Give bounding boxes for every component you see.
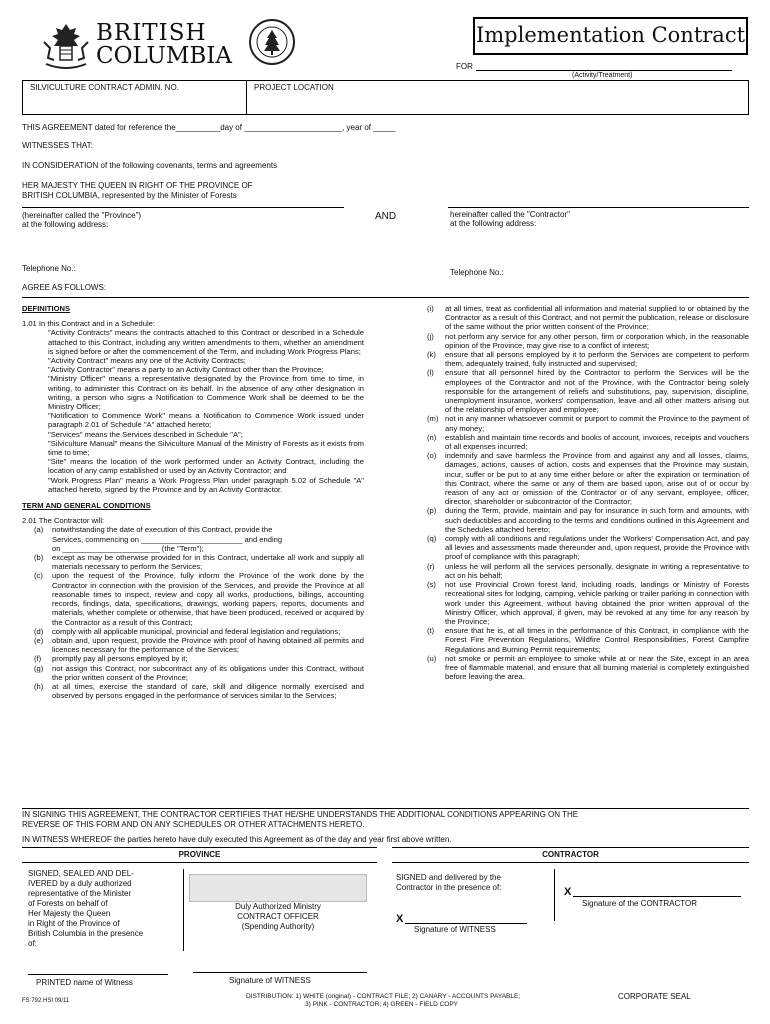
list-item-text: comply with all conditions and regulations under the Workers' Compensation Act, and pay all levies and assessments made thereunder and, upon request, provide the Province with proof of compliance with this paragraph; xyxy=(445,534,749,562)
signed-sealed-line: in Right of the Province of xyxy=(28,919,120,928)
list-item-text: ensure that all personnel hired by the Contractor to perform the Services will be the employees of the Contractor and not of the Province, with the Contractor being solely responsible for the arrangement of reliefs and substitutions, pay, supervision, discipline, unemployment insurance, workers' compensation, leave and all other matters arising out of the relationship of employer and employee; xyxy=(445,368,749,415)
list-item xyxy=(427,332,749,350)
her-majesty-line-1: HER MAJESTY THE QUEEN IN RIGHT OF THE PROVINCE OF xyxy=(22,181,253,190)
signed-delivered-2: Contractor in the presence of: xyxy=(396,883,502,892)
right-column xyxy=(427,304,749,681)
contractor-signature-line[interactable] xyxy=(573,896,741,897)
consideration-text: IN CONSIDERATION of the following covenants, terms and agreements xyxy=(22,161,278,170)
british-columbia-wordmark: BRITISH COLUMBIA xyxy=(96,20,233,69)
list-item-key: (u) xyxy=(427,653,437,663)
witness-signature-label-right: Signature of WITNESS xyxy=(414,925,496,934)
definition-item: "Work Progress Plan" means a Work Progress Plan under paragraph 5.02 of Schedule "A" attached hereto, signed by the Province and by an Activity Contractor. xyxy=(48,475,364,494)
witness-signature-line-right[interactable] xyxy=(405,923,527,924)
contractor-signature-label: Signature of the CONTRACTOR xyxy=(582,899,698,908)
list-item-text: not in any manner whatsoever commit or purport to commit the Province to the payment of any money; xyxy=(445,414,749,433)
form-number: FS 792 HSI 09/11 xyxy=(22,998,70,1004)
list-item-key: (k) xyxy=(427,350,436,360)
signed-sealed-line: British Columbia in the presence xyxy=(28,929,144,938)
signed-sealed-line: of Forests on behalf of xyxy=(28,899,108,908)
list-item-key: (g) xyxy=(34,663,44,673)
list-item-text: not smoke or permit an employee to smoke while at or near the Site, except in an area free of flammable material, and ensure that all burning material is completely extinguished before leaving the area. xyxy=(445,653,749,682)
list-item-text: unless he will perform all the services personally, designate in writing a representative to act on his behalf; xyxy=(445,561,749,580)
telephone-left[interactable]: Telephone No.: xyxy=(22,264,76,273)
list-item-text: upon the request of the Province, fully inform the Province of the work done by the Contractor in connection with the provision of the Services, and provide the Province at all reasonable times to inspect, review and copy all works, productions, billings, accounting records, findings, data, specifications, drawings, working papers, reports, documents and materials, whether complete or otherwise, that have been produced, received or acquired by the Contractor as a result of this Contract; xyxy=(52,571,364,627)
province-header-bar xyxy=(22,847,377,863)
her-majesty-line-2: BRITISH COLUMBIA, represented by the Minister of Forests xyxy=(22,191,237,200)
list-item-key: (t) xyxy=(427,626,435,636)
list-item: (a) notwithstanding the date of execution of this Contract, provide the Services, commencing on ________________________ and ending on _______________________ (the "Term"); xyxy=(34,525,283,553)
list-item-text: at all times, treat as confidential all information and material supplied to or obtained by the Contractor as a result of this Contract, and not permit the publication, release or disclosure of the same without the prior written consent of the Province; xyxy=(445,304,749,332)
list-item-text: comply with all applicable municipal, provincial and federal legislation and regulations; xyxy=(52,626,341,636)
printed-name-label: PRINTED name of Witness xyxy=(36,978,133,987)
document-title: Implementation Contract xyxy=(473,17,748,55)
signed-delivered-1: SIGNED and delivered by the xyxy=(396,873,501,882)
term-heading: TERM AND GENERAL CONDITIONS xyxy=(22,501,151,511)
telephone-right[interactable]: Telephone No.: xyxy=(450,268,504,277)
list-item-key: (l) xyxy=(427,368,434,378)
list-item xyxy=(427,654,749,682)
list-item xyxy=(34,682,364,700)
list-item-key: (r) xyxy=(427,561,435,571)
definition-item: "Notification to Commence Work" means a Notification to Commence Work issued under paragraph 2.01 of Schedule "A" attached hereto; xyxy=(48,411,364,430)
list-item-key: (j) xyxy=(427,331,434,341)
signed-sealed-text xyxy=(28,869,143,949)
term-intro: 2.01 The Contractor will: xyxy=(22,516,105,526)
list-item xyxy=(427,626,749,654)
agreement-date-line[interactable]: THIS AGREEMENT dated for reference the__________day of ______________________, year of _____ xyxy=(22,123,396,132)
list-item xyxy=(34,654,364,663)
list-item-key: (e) xyxy=(34,635,44,645)
list-item xyxy=(427,506,749,534)
witness-signature-label-left: Signature of WITNESS xyxy=(229,976,311,985)
list-item-key: (c) xyxy=(34,571,43,581)
contractor-header-bar xyxy=(392,847,749,863)
definition-item: "Ministry Officer" means a representative designated by the Province from time to time, in writing, to administer this Contract on its behalf. In the absence of any other designation in writing, a person who signs a Notification to Commence Work shall be deemed to be the Ministry Officer; xyxy=(48,374,364,412)
province-address-label: at the following address: xyxy=(22,220,109,229)
list-item-text: ensure that all persons employed by it to perform the Services are competent to perform them, adequately trained, fully instructed and supervised; xyxy=(445,350,749,369)
certify-line-2: REVERSE OF THIS FORM AND ON ANY SCHEDULES OR OTHER ATTACHMENTS HERETO. xyxy=(22,820,365,829)
list-item-key: (q) xyxy=(427,534,437,544)
list-item-text: establish and maintain time records and books of account, invoices, receipts and vouchers of all expenses incurred; xyxy=(445,432,749,452)
agree-text: AGREE AS FOLLOWS: xyxy=(22,283,107,292)
distribution-line-2: 3) PINK - CONTRACTOR; 4) GREEN - FIELD COPY xyxy=(305,1001,459,1008)
list-item-text: not use Provincial Crown forest land, including roads, landings or Ministry of Forests recreational sites for lodging, camping, vehicle parking or trailer parking in connection with work under this Agreement, without having obtained the prior written approval of the Ministry Officer, which approval, if given, may be revoked at any time for any reason by the Province; xyxy=(445,580,749,626)
distribution-line-1: DISTRIBUTION: 1) WHITE (original) - CONTRACT FILE; 2) CANARY - ACCOUNTS PAYABLE; xyxy=(246,993,521,1000)
contractor-called: hereinafter called the "Contractor" xyxy=(450,210,570,219)
forest-service-seal-icon xyxy=(248,18,296,66)
bc-coat-of-arms-icon xyxy=(40,20,92,72)
list-item-key: (n) xyxy=(427,432,437,442)
list-item-key: (h) xyxy=(34,681,44,691)
province-called: (hereinafter called the "Province") xyxy=(22,211,142,220)
definition-item: "Activity Contract" means any one of the Activity Contracts; xyxy=(48,356,246,366)
list-item xyxy=(427,562,749,580)
duly-authorized-text: Duly Authorized Ministry CONTRACT OFFICER (Spending Authority) xyxy=(235,902,321,931)
bracket-line-right xyxy=(549,869,555,921)
corporate-seal-label: CORPORATE SEAL xyxy=(618,992,691,1001)
list-item-key: (f) xyxy=(34,654,42,664)
signed-sealed-line: IVERED by a duly authorized xyxy=(28,879,132,888)
project-location-field[interactable]: PROJECT LOCATION xyxy=(254,83,334,92)
definition-item: "Site" means the location of the work performed under an Activity Contract, including the location of any camp established or used by an Activity Contractor; and xyxy=(48,457,364,476)
list-item-text: not perform any service for any other person, firm or corporation which, in the reasonable opinion of the Province, may give rise to a conflict of interest; xyxy=(445,331,749,350)
definitions-heading: DEFINITIONS xyxy=(22,304,71,313)
contractor-address-label: at the following address: xyxy=(450,219,537,228)
and-text: AND xyxy=(375,211,397,222)
list-item xyxy=(427,414,749,432)
list-item xyxy=(427,580,749,626)
list-item-key: (b) xyxy=(34,553,44,563)
list-item-text: during the Term, provide, maintain and pay for insurance in such form and amounts, with such deductibles and according to the terms and conditions outlined in this Agreement and the Schedules attached hereto; xyxy=(445,506,749,534)
definition-item: "Silviculture Manual" means the Silviculture Manual of the Ministry of Forests as it exists from time to time; xyxy=(48,438,364,458)
list-item-key: (s) xyxy=(427,580,436,590)
signed-sealed-line: Her Majesty the Queen xyxy=(28,909,111,918)
certify-line-1: IN SIGNING THIS AGREEMENT, THE CONTRACTOR CERTIFIES THAT HE/SHE UNDERSTANDS THE ADDITIONAL CONDITIONS APPEARING ON THE xyxy=(22,810,579,819)
list-item-text: not assign this Contract, nor subcontract any of its obligations under this Contract, without the prior written consent of the Province; xyxy=(52,663,364,682)
province-header: PROVINCE xyxy=(178,850,221,860)
x-mark-witness: X xyxy=(396,913,404,925)
list-item-key: (d) xyxy=(34,626,44,636)
x-mark-contractor: X xyxy=(564,886,572,898)
witness-signature-line-left[interactable] xyxy=(193,972,367,973)
list-item xyxy=(427,350,749,368)
list-item-key: (i) xyxy=(427,304,434,313)
list-item xyxy=(427,451,749,506)
list-item-key: (o) xyxy=(427,451,437,461)
list-item-text: ensure that he is, at all times in the performance of this Contract, in compliance with the Forest Fire Prevention Regulations, Wildfire Control Responsibilities, Forest Campfire Regulations and Burning Permit requirements; xyxy=(445,626,749,654)
list-item xyxy=(427,433,749,451)
list-item-text: at all times, exercise the standard of care, skill and diligence normally exercised and observed by persons engaged in the performance of services similar to the Services; xyxy=(52,681,364,701)
for-field-line[interactable] xyxy=(476,70,732,71)
list-item-text: obtain and, upon request, provide the Province with proof of having obtained all permits and licences necessary for the performance of the Services; xyxy=(52,635,364,655)
list-item xyxy=(427,304,749,332)
list-item-text: indemnify and save harmless the Province from and against any and all losses, claims, damages, actions, causes of action, costs and expenses that the Province may sustain, incur, suffer or be put to at any time either before or after the expiration or termination of this Contract, where the same or any of them are based upon, arise out of or occur by reason of any act or omission of the Contractor or of any servant, employee, officer, director, shareholder or subcontractor of the Contractor; xyxy=(445,451,749,507)
list-item-text: promptly pay all persons employed by it; xyxy=(52,654,188,664)
list-item xyxy=(34,664,364,682)
signed-sealed-line: SIGNED, SEALED AND DEL- xyxy=(28,869,134,878)
contractor-header: CONTRACTOR xyxy=(542,850,599,860)
list-item xyxy=(427,534,749,562)
for-label: FOR xyxy=(456,62,473,71)
list-item xyxy=(34,636,364,654)
definition-intro: 1.01 In this Contract and in a Schedule: xyxy=(22,319,155,329)
signed-sealed-line: representative of the Minister xyxy=(28,889,132,898)
witness-whereof: IN WITNESS WHEREOF the parties hereto have duly executed this Agreement as of the day and year first above written. xyxy=(22,835,452,844)
list-item xyxy=(34,627,364,636)
definition-item: "Activity Contractor" means a party to an Activity Contract other than the Province; xyxy=(48,365,324,375)
list-item-text: except as may be otherwise provided for in this Contract, undertake all work and supply all materials necessary to perform the Services; xyxy=(52,553,364,572)
admin-no-field[interactable]: SILVICULTURE CONTRACT ADMIN. NO. xyxy=(30,83,179,92)
list-item xyxy=(34,571,364,626)
signed-sealed-line: of: xyxy=(28,939,37,948)
list-item xyxy=(427,368,749,414)
definition-item: "Services" means the Services described in Schedule "A"; xyxy=(48,429,243,439)
list-item xyxy=(34,553,364,571)
list-item-key: (p) xyxy=(427,506,437,516)
list-item-key: (m) xyxy=(427,414,439,424)
bracket-line xyxy=(178,869,184,951)
for-sublabel: (Activity/Treatment) xyxy=(572,72,633,79)
left-column xyxy=(22,304,364,700)
printed-name-line[interactable] xyxy=(28,974,168,975)
definition-item: "Activity Contracts" means the contracts attached to this Contract or described in a Schedule attached to this Contract, including any written amendments to them, whether an amendment is signed before or after the commencement of the Term, and including Work Progress Plans; xyxy=(48,328,364,356)
definitions-list xyxy=(22,328,364,494)
witnesses-text: WITNESSES THAT: xyxy=(22,141,93,150)
officer-signature-box[interactable] xyxy=(189,874,367,902)
